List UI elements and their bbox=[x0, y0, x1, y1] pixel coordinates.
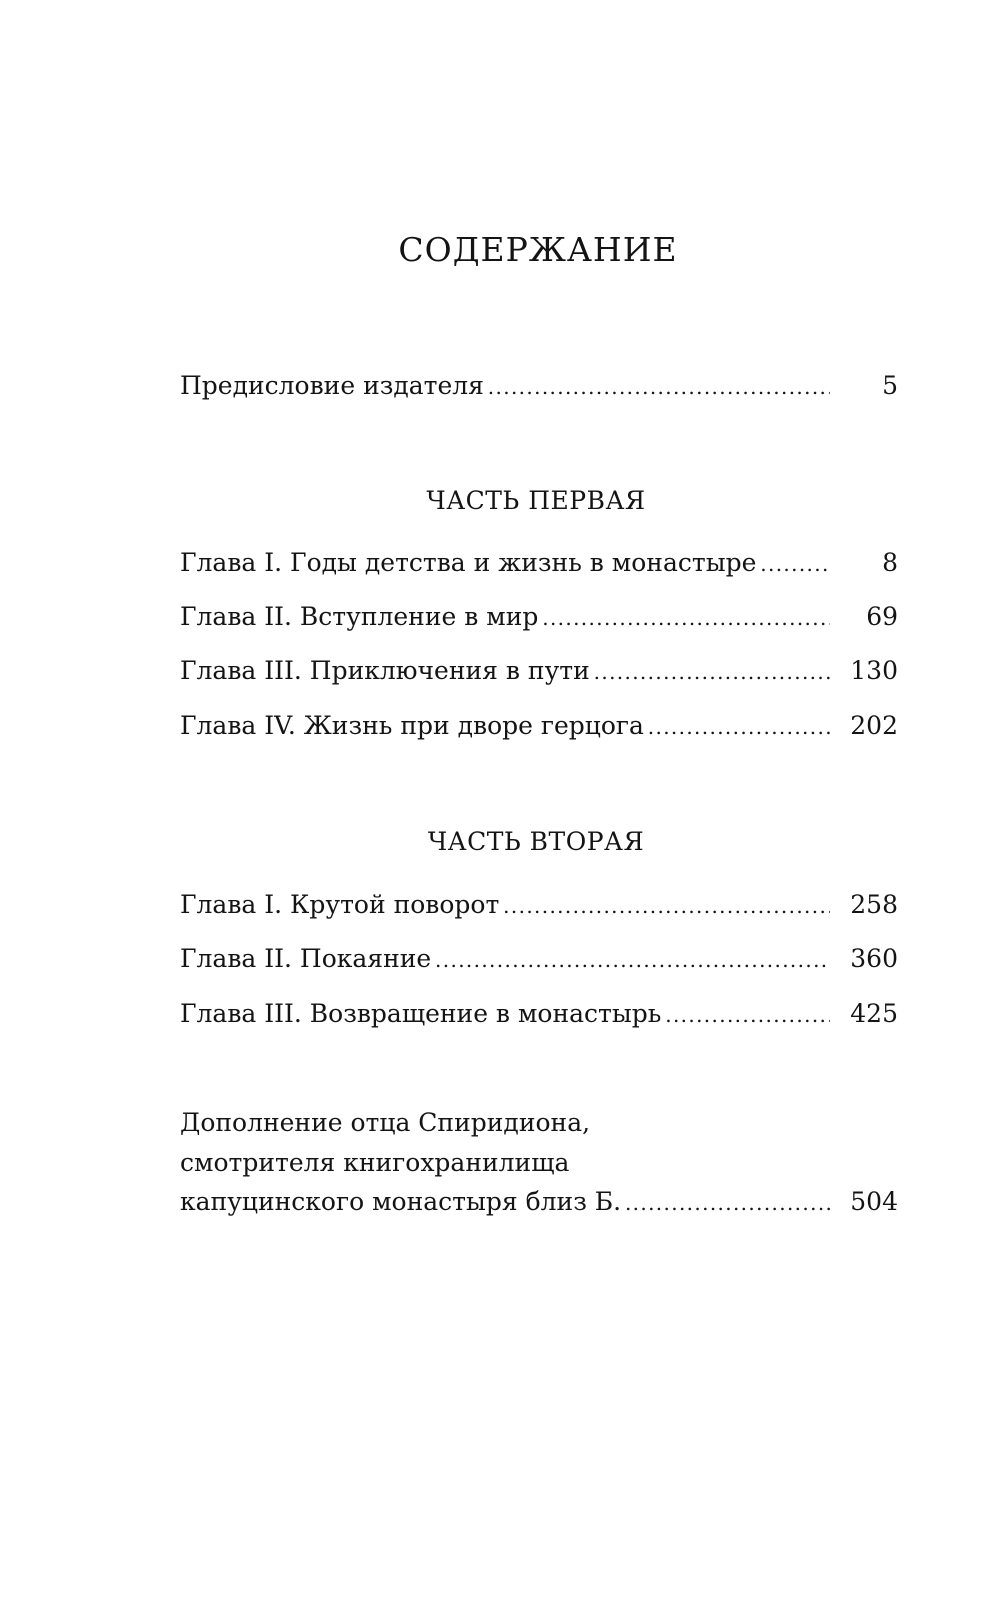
entry-label: Глава II. Покаяние . . . bbox=[180, 939, 830, 980]
toc-entry-part1-ch3[interactable] bbox=[180, 651, 898, 691]
entry-label: Глава II. Вступление в мир . . . bbox=[180, 597, 830, 638]
entry-label: Глава I. Годы детства и жизнь в монастыре . . . bbox=[180, 543, 830, 584]
entry-label: Глава III. Возвращение в монастырь . . . bbox=[180, 994, 830, 1035]
toc-entry-part2-ch1[interactable] bbox=[180, 885, 898, 925]
entry-label: капуцинского монастыря близ Б. . . . bbox=[180, 1182, 830, 1223]
entry-page-number: 360 bbox=[850, 944, 898, 973]
appendix-line-1: Дополнение отца Спиридиона, bbox=[180, 1108, 591, 1137]
toc-entry-part1-ch2[interactable] bbox=[180, 597, 898, 637]
appendix-line-2: смотрителя книгохранилища bbox=[180, 1148, 570, 1177]
part-one-heading: ЧАСТЬ ПЕРВАЯ bbox=[426, 486, 646, 515]
toc-entry-preface[interactable] bbox=[180, 366, 898, 406]
entry-label: Глава III. Приключения в пути . . . bbox=[180, 651, 830, 692]
toc-entry-part1-ch4[interactable] bbox=[180, 706, 898, 746]
toc-title: СОДЕРЖАНИЕ bbox=[398, 230, 678, 269]
toc-entry-appendix[interactable] bbox=[180, 1182, 898, 1222]
entry-page-number: 8 bbox=[882, 548, 898, 577]
entry-page-number: 258 bbox=[850, 890, 898, 919]
entry-page-number: 5 bbox=[882, 371, 898, 400]
entry-page-number: 504 bbox=[850, 1187, 898, 1216]
toc-entry-part2-ch2[interactable] bbox=[180, 939, 898, 979]
toc-entry-part1-ch1[interactable] bbox=[180, 543, 898, 583]
entry-page-number: 130 bbox=[850, 656, 898, 685]
entry-page-number: 425 bbox=[850, 999, 898, 1028]
toc-entry-part2-ch3[interactable] bbox=[180, 994, 898, 1034]
entry-label: Глава IV. Жизнь при дворе герцога . . . bbox=[180, 706, 830, 747]
entry-label: Предисловие издателя . . . bbox=[180, 366, 830, 407]
entry-page-number: 202 bbox=[850, 711, 898, 740]
part-two-heading: ЧАСТЬ ВТОРАЯ bbox=[427, 827, 645, 856]
entry-page-number: 69 bbox=[866, 602, 898, 631]
entry-label: Глава I. Крутой поворот . . . bbox=[180, 885, 830, 926]
